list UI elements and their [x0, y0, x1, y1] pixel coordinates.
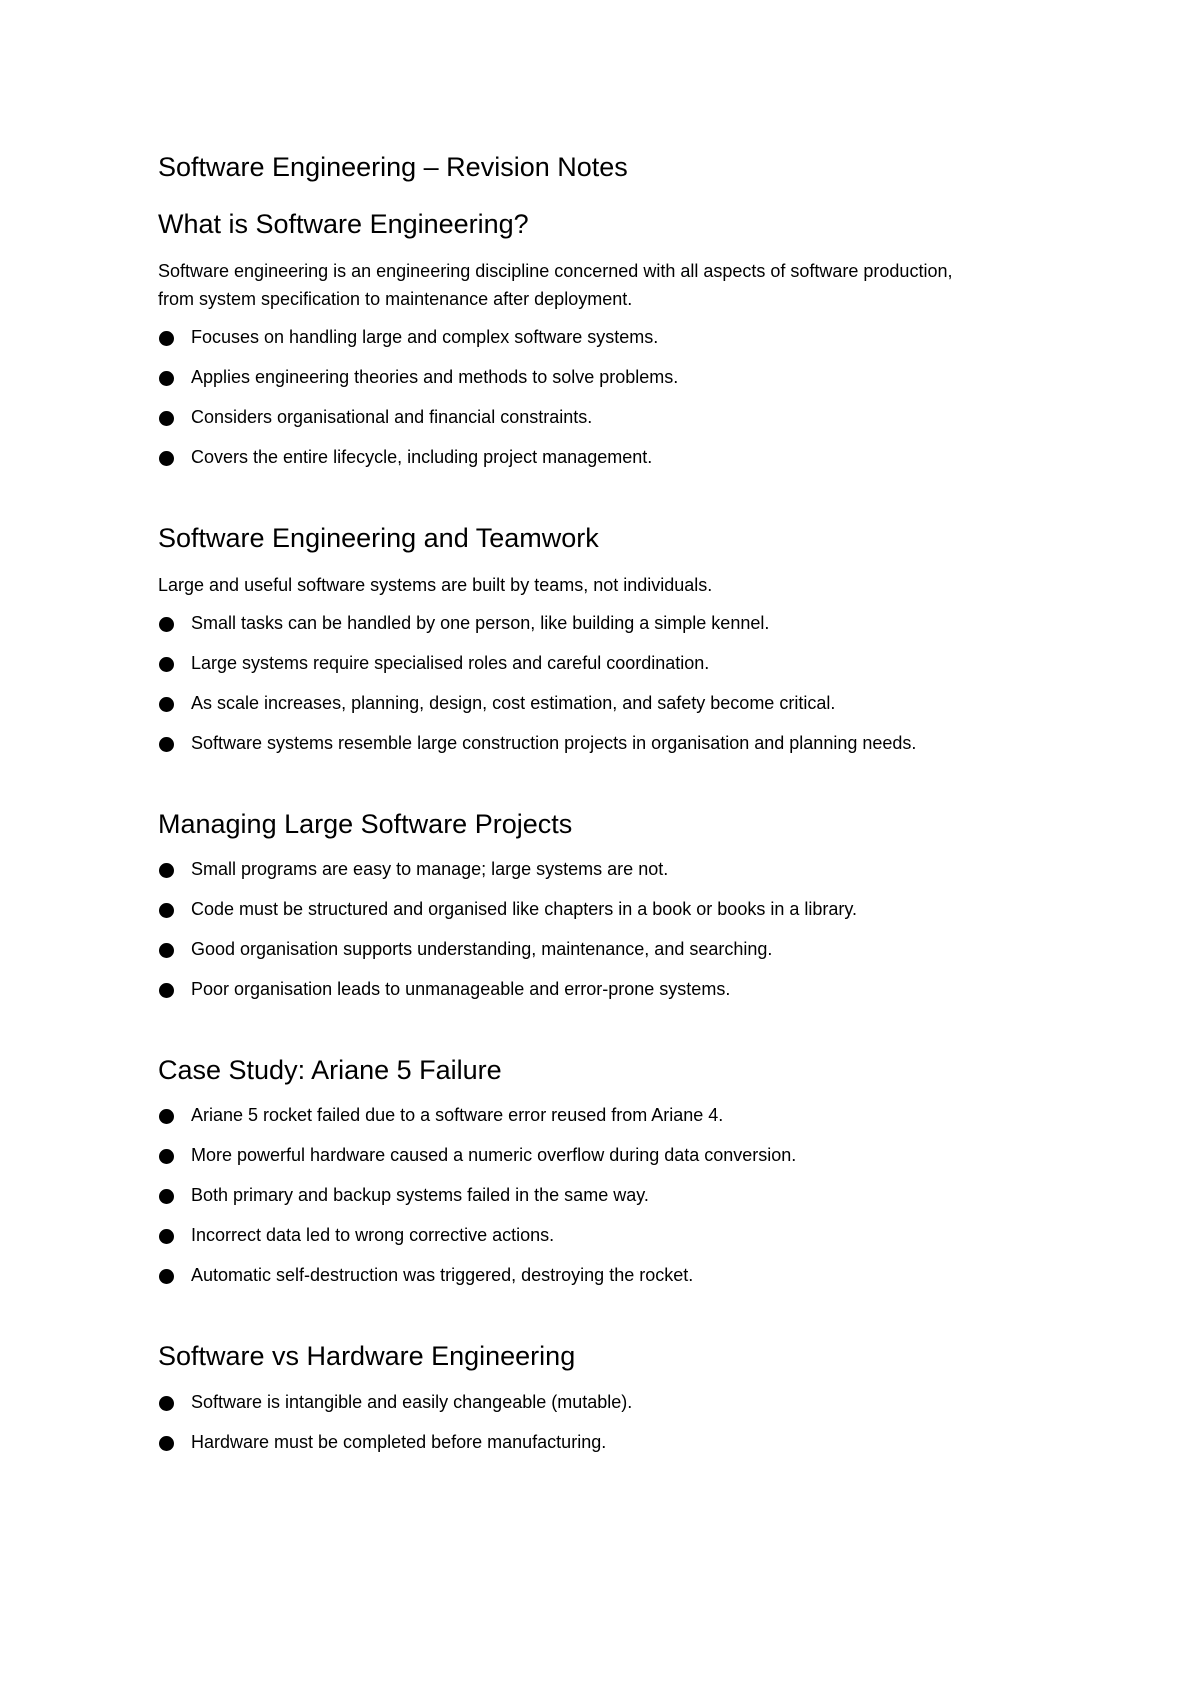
bullet-icon [159, 1189, 174, 1204]
bullet-list [158, 1101, 1050, 1289]
section-heading: Software vs Hardware Engineering [158, 1341, 576, 1372]
bullet-icon [159, 1109, 174, 1124]
list-item-text: Good organisation supports understanding, maintenance, and searching. [191, 939, 773, 960]
list-item-text: Software systems resemble large construction projects in organisation and planning needs. [191, 733, 917, 754]
section-heading: Managing Large Software Projects [158, 809, 573, 840]
bullet-icon [159, 863, 174, 878]
bullet-list [158, 609, 1050, 757]
bullet-icon [159, 983, 174, 998]
bullet-icon [159, 943, 174, 958]
section-intro: Large and useful software systems are built by teams, not individuals. [158, 575, 713, 596]
bullet-icon [159, 1269, 174, 1284]
section-heading: Software Engineering and Teamwork [158, 523, 599, 554]
bullet-icon [159, 371, 174, 386]
list-item [158, 1261, 1050, 1289]
list-item [158, 1181, 1050, 1209]
list-item-text: Incorrect data led to wrong corrective actions. [191, 1225, 555, 1246]
list-item-text: Large systems require specialised roles and careful coordination. [191, 653, 710, 674]
bullet-icon [159, 737, 174, 752]
section-what-is-software-engineering [158, 207, 1050, 471]
bullet-icon [159, 331, 174, 346]
bullet-icon [159, 451, 174, 466]
bullet-list [158, 1388, 1050, 1456]
list-item [158, 649, 1050, 677]
list-item [158, 363, 1050, 391]
list-item-text: Both primary and backup systems failed in the same way. [191, 1185, 649, 1206]
section-teamwork [158, 521, 1050, 757]
list-item-text: Small programs are easy to manage; large systems are not. [191, 859, 669, 880]
list-item-text: Automatic self-destruction was triggered, destroying the rocket. [191, 1265, 694, 1286]
list-item [158, 935, 1050, 963]
list-item [158, 689, 1050, 717]
list-item-text: Small tasks can be handled by one person, like building a simple kennel. [191, 613, 770, 634]
bullet-list [158, 855, 1050, 1003]
bullet-icon [159, 1149, 174, 1164]
list-item-text: Code must be structured and organised like chapters in a book or books in a library. [191, 899, 858, 920]
list-item-text: More powerful hardware caused a numeric overflow during data conversion. [191, 1145, 797, 1166]
bullet-icon [159, 903, 174, 918]
bullet-icon [159, 1229, 174, 1244]
list-item [158, 855, 1050, 883]
list-item-text: As scale increases, planning, design, cost estimation, and safety become critical. [191, 693, 836, 714]
bullet-icon [159, 1396, 174, 1411]
section-intro: Software engineering is an engineering discipline concerned with all aspects of software production, from system specification to maintenance after deployment. [158, 261, 953, 310]
bullet-icon [159, 697, 174, 712]
list-item [158, 403, 1050, 431]
list-item [158, 323, 1050, 351]
list-item [158, 1221, 1050, 1249]
section-managing-large-projects [158, 807, 1050, 1003]
list-item [158, 609, 1050, 637]
list-item-text: Applies engineering theories and methods to solve problems. [191, 367, 679, 388]
bullet-icon [159, 411, 174, 426]
list-item [158, 443, 1050, 471]
list-item-text: Considers organisational and financial constraints. [191, 407, 593, 428]
list-item [158, 975, 1050, 1003]
list-item [158, 895, 1050, 923]
list-item [158, 1388, 1050, 1416]
bullet-list [158, 323, 1050, 471]
list-item-text: Hardware must be completed before manufacturing. [191, 1431, 607, 1452]
list-item [158, 1101, 1050, 1129]
list-item-text: Covers the entire lifecycle, including project management. [191, 447, 653, 468]
section-software-vs-hardware [158, 1339, 1050, 1455]
list-item [158, 729, 1050, 757]
bullet-icon [159, 617, 174, 632]
list-item [158, 1428, 1050, 1456]
document-title: Software Engineering – Revision Notes [158, 152, 628, 182]
list-item-text: Focuses on handling large and complex software systems. [191, 327, 659, 348]
list-item [158, 1141, 1050, 1169]
list-item-text: Poor organisation leads to unmanageable and error-prone systems. [191, 979, 731, 1000]
bullet-icon [159, 657, 174, 672]
section-ariane-5-case-study [158, 1053, 1050, 1289]
bullet-icon [159, 1436, 174, 1451]
list-item-text: Ariane 5 rocket failed due to a software error reused from Ariane 4. [191, 1105, 724, 1126]
list-item-text: Software is intangible and easily changeable (mutable). [191, 1391, 633, 1412]
section-heading: Case Study: Ariane 5 Failure [158, 1055, 502, 1086]
section-heading: What is Software Engineering? [158, 209, 529, 240]
